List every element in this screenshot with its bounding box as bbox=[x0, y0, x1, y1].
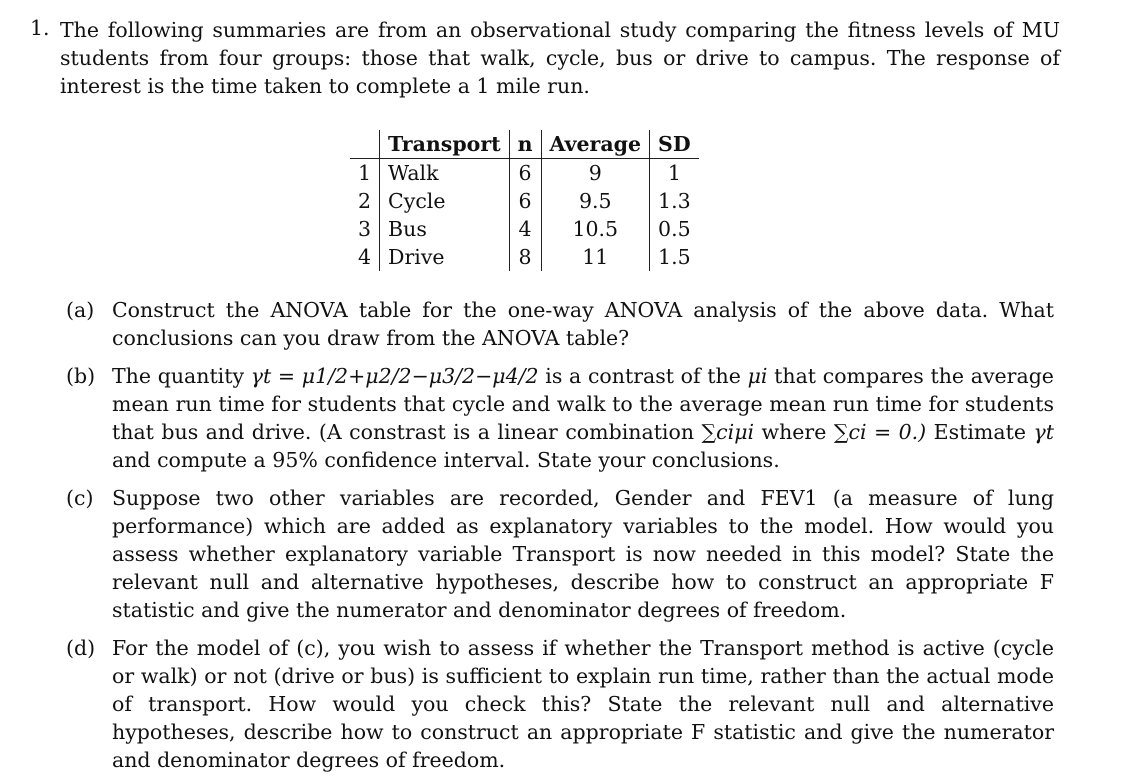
sum-constraint-formula: ∑ci = 0.) bbox=[833, 420, 927, 444]
row-n: 6 bbox=[509, 187, 541, 215]
part-label: (d) bbox=[66, 636, 96, 660]
part-a bbox=[66, 296, 1054, 352]
row-transport: Walk bbox=[380, 159, 510, 188]
part-b bbox=[66, 362, 1054, 474]
row-sd: 1 bbox=[650, 159, 699, 188]
row-transport: Bus bbox=[380, 215, 510, 243]
row-index: 1 bbox=[350, 159, 380, 188]
row-transport: Cycle bbox=[380, 187, 510, 215]
part-b-text-6: and compute a 95% confidence interval. State your conclusions. bbox=[112, 448, 780, 472]
row-sd: 1.3 bbox=[650, 187, 699, 215]
header-transport: Transport bbox=[380, 130, 510, 159]
question-parts bbox=[66, 296, 1054, 774]
linear-combination-formula: ∑ciμi bbox=[701, 420, 755, 444]
row-average: 11 bbox=[541, 243, 650, 271]
row-n: 4 bbox=[509, 215, 541, 243]
part-label: (a) bbox=[66, 298, 95, 322]
summary-table bbox=[350, 130, 699, 271]
row-average: 9.5 bbox=[541, 187, 650, 215]
header-sd: SD bbox=[650, 130, 699, 159]
problem-1 bbox=[30, 16, 1060, 100]
part-c-text: Suppose two other variables are recorded, Gender and FEV1 (a measure of lung performance) which are added as explanatory variables to the model. How would you assess whether explanatory variable Transport is now needed in this model? State the relevant null and alternative hypotheses, describe how to construct an appropriate F statistic and give the numerator and denominator degrees of freedom. bbox=[112, 486, 1054, 622]
row-transport: Drive bbox=[380, 243, 510, 271]
part-label: (c) bbox=[66, 486, 94, 510]
gamma-symbol: γt bbox=[1033, 420, 1054, 444]
row-average: 10.5 bbox=[541, 215, 650, 243]
part-d-text: For the model of (c), you wish to assess if whether the Transport method is active (cycle or walk) or not (drive or bus) is sufficient to explain run time, rather than the actual mode of transport. How would you check this? State the relevant null and alternative hypotheses, describe how to construct an appropriate F statistic and give the numerator and denominator degrees of freedom. bbox=[112, 636, 1054, 772]
row-index: 3 bbox=[358, 217, 372, 241]
header-n: n bbox=[509, 130, 541, 159]
row-n: 8 bbox=[509, 243, 541, 271]
contrast-formula: γt = μ1/2+μ2/2−μ3/2−μ4/2 bbox=[250, 364, 539, 388]
part-b-text-2: is a contrast of the bbox=[545, 364, 741, 388]
problem-number: 1. bbox=[30, 16, 50, 40]
part-a-text: Construct the ANOVA table for the one-way ANOVA analysis of the above data. What conclusions can you draw from the ANOVA table? bbox=[112, 298, 1054, 350]
problem-intro: The following summaries are from an observational study comparing the fitness levels of MU students from four groups: those that walk, cycle, bus or drive to campus. The response of interest is the time taken to complete a 1 mile run. bbox=[60, 18, 1060, 98]
mu-i-symbol: μi bbox=[747, 364, 768, 388]
part-label: (b) bbox=[66, 364, 96, 388]
part-b-text-5: Estimate bbox=[933, 420, 1026, 444]
table-header-row bbox=[350, 130, 699, 159]
table-row bbox=[350, 159, 699, 188]
table-row bbox=[350, 187, 699, 215]
header-average: Average bbox=[541, 130, 650, 159]
row-average: 9 bbox=[541, 159, 650, 188]
part-b-text-1: The quantity bbox=[112, 364, 245, 388]
part-b-text-4: where bbox=[761, 420, 827, 444]
row-index: 4 bbox=[358, 245, 372, 269]
row-sd: 1.5 bbox=[650, 243, 699, 271]
table-row bbox=[350, 215, 699, 243]
part-c bbox=[66, 484, 1054, 624]
row-index: 2 bbox=[358, 189, 372, 213]
table-row bbox=[350, 243, 699, 271]
row-sd: 0.5 bbox=[650, 215, 699, 243]
row-n: 6 bbox=[509, 159, 541, 188]
part-d bbox=[66, 634, 1054, 774]
part-b-text-3: that compares the average mean run time for students that cycle and walk to the average mean run time for students that bus and drive. (A constrast is a linear combination bbox=[112, 364, 1054, 444]
